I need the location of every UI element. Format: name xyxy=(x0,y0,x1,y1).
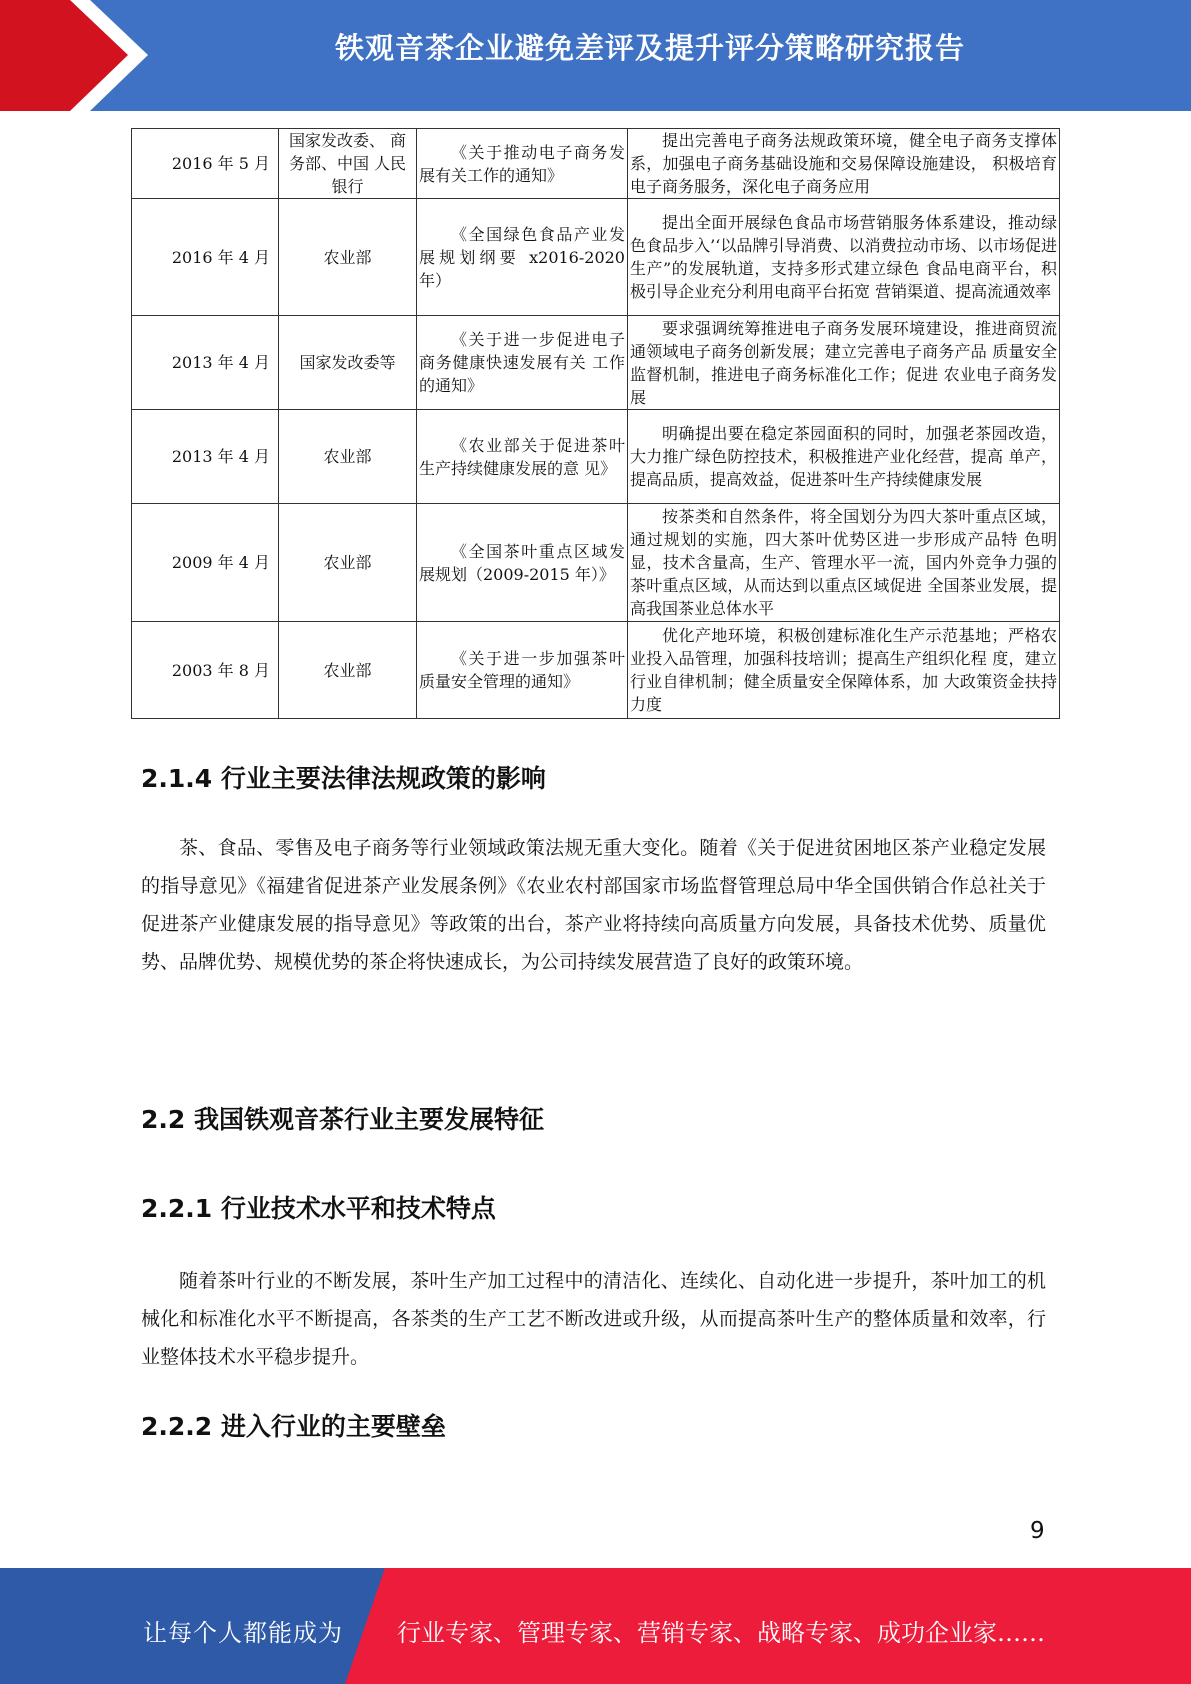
cell-date: 2016 年 4 月 xyxy=(132,199,279,316)
cell-document: 《农业部关于促进茶叶 生产持续健康发展的意 见》 xyxy=(417,410,628,504)
cell-document: 《全国茶叶重点区域发 展规划（2009-2015 年）》 xyxy=(417,504,628,622)
page-number: 9 xyxy=(1030,1518,1045,1544)
cell-content: 按茶类和自然条件，将全国划分为四大茶叶重点区域， 通过规划的实施，四大茶叶优势区进一步形成产品特 色明显，技术含量高，生产、管理水平一流，国内外竞争力强的茶叶重点区域，从而达到以重点区域促进 全国茶业发展，提高我国茶业总体水平 xyxy=(628,504,1060,622)
cell-content: 提出全面开展绿色食品市场营销服务体系建设，推动绿色食品步入’‘以品牌引导消费、以消费拉动市场、以市场促进生产”的发展轨道，支持多形式建立绿色 食品电商平台，积极引导企业充分利用电商平台拓宽 营销渠道、提高流通效率 xyxy=(628,199,1060,316)
cell-document: 《全国绿色食品产业发 展规划纲要 x2016-2020 年） xyxy=(417,199,628,316)
page-header xyxy=(0,0,1191,111)
cell-content: 要求强调统筹推进电子商务发展环境建设，推进商贸流通领域电子商务创新发展；建立完善电子商务产品 质量安全监督机制，推进电子商务标准化工作；促进 农业电子商务发展 xyxy=(628,316,1060,410)
section-heading-2-2-2: 2.2.2 进入行业的主要壁垒 xyxy=(141,1412,446,1441)
footer-slogan-left: 让每个人都能成为 xyxy=(143,1619,343,1647)
cell-department: 国家发改委、 商务部、中国 人民银行 xyxy=(279,129,417,199)
cell-department: 农业部 xyxy=(279,504,417,622)
table-row xyxy=(132,504,1060,622)
cell-department: 农业部 xyxy=(279,410,417,504)
cell-department: 国家发改委等 xyxy=(279,316,417,410)
cell-date: 2013 年 4 月 xyxy=(132,316,279,410)
cell-date: 2009 年 4 月 xyxy=(132,504,279,622)
cell-date: 2016 年 5 月 xyxy=(132,129,279,199)
section-paragraph-2-2-1: 随着茶叶行业的不断发展，茶叶生产加工过程中的清洁化、连续化、自动化进一步提升，茶叶加工的机械化和标准化水平不断提高，各茶类的生产工艺不断改进或升级，从而提高茶叶生产的整体质量和效率，行业整体技术水平稳步提升。 xyxy=(141,1270,1046,1368)
footer-slogan-right: 行业专家、管理专家、营销专家、战略专家、成功企业家…… xyxy=(397,1619,1045,1647)
cell-date: 2013 年 4 月 xyxy=(132,410,279,504)
cell-content: 提出完善电子商务法规政策环境，健全电子商务支撑体系，加强电子商务基础设施和交易保障设施建设， 积极培育电子商务服务，深化电子商务应用 xyxy=(628,129,1060,199)
section-heading-2-1-4: 2.1.4 行业主要法律法规政策的影响 xyxy=(141,764,546,793)
cell-department: 农业部 xyxy=(279,199,417,316)
cell-content: 优化产地环境，积极创建标准化生产示范基地；严格农业投入品管理，加强科技培训；提高生产组织化程 度，建立行业自律机制；健全质量安全保障体系，加 大政策资金扶持力度 xyxy=(628,622,1060,719)
page-footer xyxy=(0,1568,1191,1684)
table-row xyxy=(132,410,1060,504)
report-title: 铁观音茶企业避免差评及提升评分策略研究报告 xyxy=(334,31,965,65)
table-row xyxy=(132,316,1060,410)
cell-document: 《关于进一步加强茶叶 质量安全管理的通知》 xyxy=(417,622,628,719)
cell-document: 《关于进一步促进电子 商务健康快速发展有关 工作的通知》 xyxy=(417,316,628,410)
cell-content: 明确提出要在稳定茶园面积的同时，加强老茶园改造， 大力推广绿色防控技术，积极推进产业化经营，提高 单产，提高品质，提高效益，促进茶叶生产持续健康发展 xyxy=(628,410,1060,504)
table-row xyxy=(132,199,1060,316)
section-heading-2-2-1: 2.2.1 行业技术水平和技术特点 xyxy=(141,1194,496,1223)
section-heading-2-2: 2.2 我国铁观音茶行业主要发展特征 xyxy=(141,1105,544,1134)
policy-table xyxy=(131,128,1060,719)
table-row xyxy=(132,622,1060,719)
table-row xyxy=(132,129,1060,199)
cell-department: 农业部 xyxy=(279,622,417,719)
cell-date: 2003 年 8 月 xyxy=(132,622,279,719)
section-paragraph-2-1-4: 茶、食品、零售及电子商务等行业领域政策法规无重大变化。随着《关于促进贫困地区茶产业稳定发展的指导意见》《福建省促进茶产业发展条例》《农业农村部国家市场监督管理总局中华全国供销合作总社关于促进茶产业健康发展的指导意见》等政策的出台，茶产业将持续向高质量方向发展，具备技术优势、质量优势、品牌优势、规模优势的茶企将快速成长，为公司持续发展营造了良好的政策环境。 xyxy=(141,837,1046,973)
cell-document: 《关于推动电子商务发 展有关工作的通知》 xyxy=(417,129,628,199)
